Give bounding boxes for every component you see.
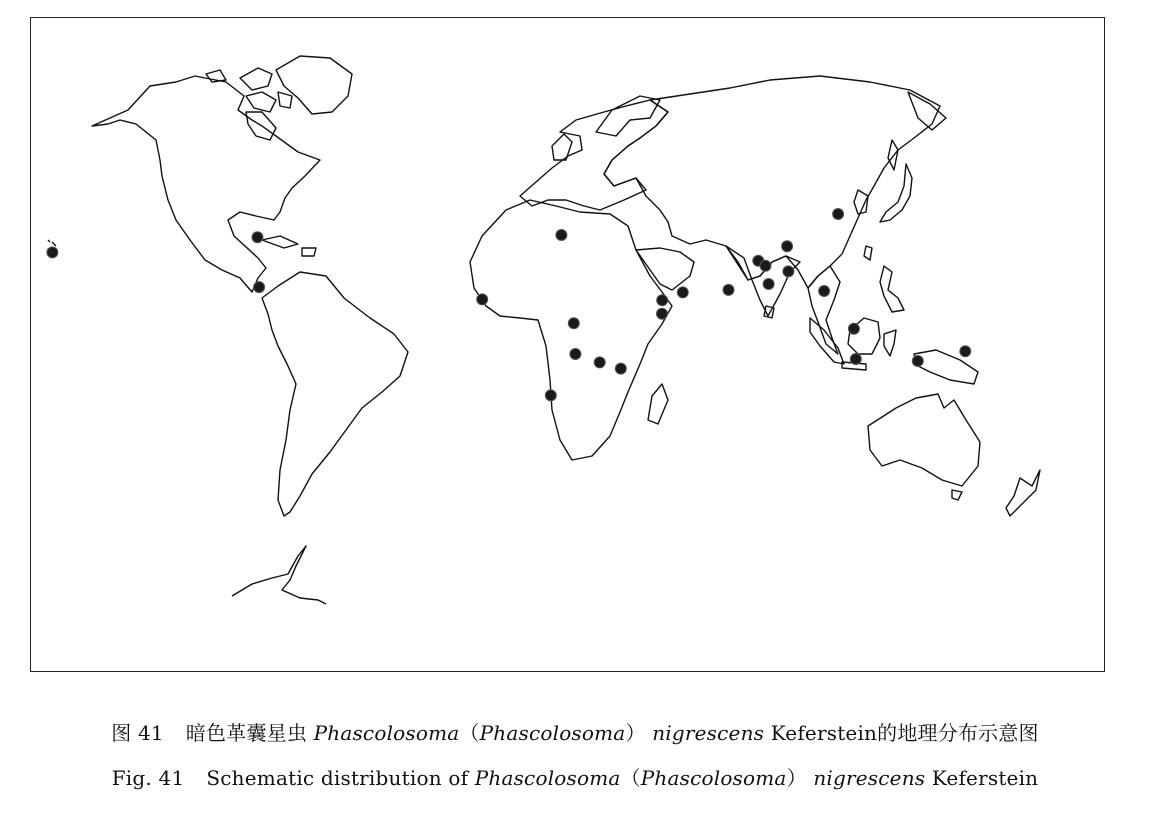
north-america-outline [92, 76, 320, 292]
caption-cn-paren-open: （ [459, 721, 480, 745]
sri-lanka-outline [764, 306, 774, 318]
occurrence-marker [819, 286, 830, 297]
europe-outline [520, 100, 668, 210]
caption-cn-species: nigrescens [652, 721, 765, 745]
occurrence-marker [783, 266, 794, 277]
occurrence-marker [657, 295, 668, 306]
occurrence-marker [47, 247, 58, 258]
occurrence-marker [615, 363, 626, 374]
caption-en-genus: Phascolosoma [474, 766, 621, 790]
caption-cn-subgenus: Phascolosoma [479, 721, 626, 745]
occurrence-marker [723, 284, 734, 295]
canada-archipelago-outline [206, 68, 292, 112]
caption-cn-label: 图 41 [111, 721, 164, 745]
occurrence-marker [568, 318, 579, 329]
japan-outline [880, 164, 912, 222]
occurrence-marker [657, 308, 668, 319]
land-outlines [48, 56, 1040, 604]
caption-en-text: Schematic distribution of [206, 766, 469, 790]
hispaniola-outline [302, 248, 316, 256]
cuba-outline [262, 236, 298, 248]
occurrence-marker [760, 260, 771, 271]
occurrence-marker [848, 323, 859, 334]
occurrence-marker [960, 346, 971, 357]
caption-cn-suffix: 的地理分布示意图 [877, 721, 1039, 745]
caption-english [0, 762, 1150, 791]
occurrence-marker [252, 232, 263, 243]
sulawesi-outline [884, 330, 896, 356]
asia-outline [604, 76, 940, 288]
caption-cn-genus: Phascolosoma [313, 721, 460, 745]
occurrence-marker [545, 390, 556, 401]
greenland-outline [276, 56, 352, 114]
caption-cn-paren-close: ） [625, 721, 646, 745]
caption-en-species: nigrescens [813, 766, 926, 790]
occurrence-marker [912, 356, 923, 367]
caption-en-label: Fig. 41 [111, 766, 185, 790]
occurrence-marker [570, 349, 581, 360]
caption-chinese [0, 717, 1150, 746]
sakhalin-outline [888, 140, 898, 170]
kamchatka-outline [908, 92, 946, 130]
madagascar-outline [648, 384, 668, 424]
south-america-outline [262, 272, 408, 516]
africa-outline [470, 200, 672, 460]
occurrence-marker [556, 230, 567, 241]
occurrence-marker [833, 209, 844, 220]
philippines-outline [880, 266, 904, 312]
occurrence-marker [254, 282, 265, 293]
caption-cn-name: 暗色革囊星虫 [185, 721, 308, 745]
taiwan-outline [864, 246, 872, 260]
occurrence-marker [677, 287, 688, 298]
caption-en-author: Keferstein [931, 766, 1039, 790]
tasmania-outline [952, 490, 962, 500]
india-outline [726, 246, 800, 316]
occurrence-marker [782, 241, 793, 252]
arabia-outline [636, 248, 694, 290]
caption-en-paren-open: （ [620, 766, 641, 790]
occurrence-marker [850, 354, 861, 365]
new-zealand-outline [1006, 470, 1040, 516]
caption-en-paren-close: ） [786, 766, 807, 790]
caption-cn-author: Keferstein [770, 721, 878, 745]
caption-en-subgenus: Phascolosoma [640, 766, 787, 790]
occurrence-marker [763, 279, 774, 290]
occurrence-marker [477, 294, 488, 305]
australia-outline [868, 394, 980, 486]
hawaii-outline [48, 240, 56, 246]
occurrence-marker [594, 357, 605, 368]
antarctica-peninsula-outline [232, 546, 326, 604]
indochina-outline [808, 266, 840, 354]
